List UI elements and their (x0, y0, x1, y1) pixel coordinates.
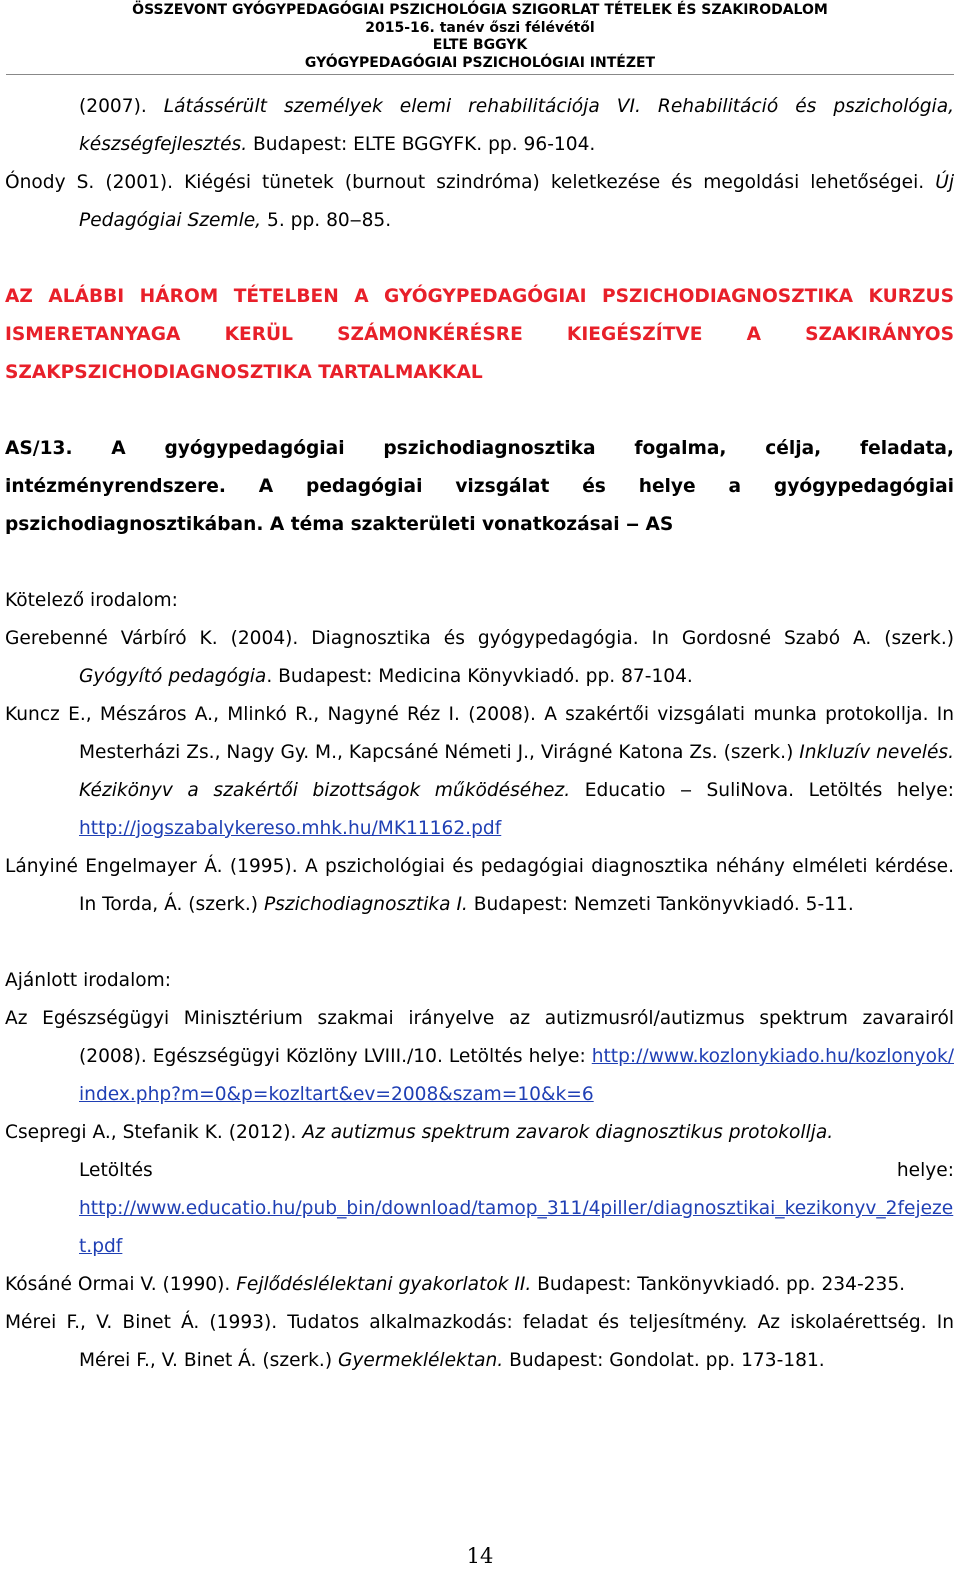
recommended-literature-heading: Ajánlott irodalom: (5, 970, 171, 991)
header-university: ELTE BGGYK (432, 37, 528, 53)
ref-publisher: Educatio ‒ SuliNova. Letöltés helye: (570, 780, 954, 801)
download-location-label: helye: (896, 1160, 954, 1181)
ref-title: Látássérült személyek elemi rehabilitációja VI. Rehabilitáció és pszichológia, készségfejlesztés. (79, 96, 954, 155)
spacer (5, 924, 954, 962)
document-body (5, 88, 954, 1380)
ref-year: (2007). (79, 96, 164, 117)
ref-text: Lányiné Engelmayer Á. (1995). A pszichológiai és pedagógiai diagnosztika néhány elméleti kérdése. In Torda, Á. (szerk.) (5, 856, 954, 915)
ref-publisher: . Budapest: Medicina Könyvkiadó. pp. 87-104. (266, 666, 693, 687)
ref-journal: Új Pedagógiai Szemle, (79, 172, 954, 231)
ref-pages: 5. pp. 80‒85. (261, 210, 392, 231)
ref-link[interactable]: http://jogszabalykereso.mhk.hu/MK11162.pdf (79, 818, 502, 839)
header-semester: 2015-16. tanév őszi félévétől (365, 19, 595, 36)
spacer (5, 392, 954, 430)
ref-publisher: Budapest: ELTE BGGYFK. pp. 96-104. (247, 134, 596, 155)
reference-csepregi-link (5, 1190, 954, 1266)
reference-kosane (5, 1266, 954, 1304)
header-institute: GYÓGYPEDAGÓGIAI PSZICHOLÓGIAI INTÉZET (304, 54, 656, 71)
reference-eum-guideline (5, 1000, 954, 1114)
ref-publisher: Budapest: Tankönyvkiadó. pp. 234-235. (531, 1274, 906, 1295)
notice-paragraph: AZ ALÁBBI HÁROM TÉTELBEN A GYÓGYPEDAGÓGIAI PSZICHODIAGNOSZTIKA KURZUS ISMERETANYAGA KERÜL SZÁMONKÉRÉSRE KIEGÉSZÍTVE A SZAKIRÁNYOS SZAKPSZICHODIAGNOSZTIKA TARTALMAKKAL (5, 286, 954, 383)
ref-text: Ónody S. (2001). Kiégési tünetek (burnout szindróma) keletkezése és megoldási lehetőségei. (5, 172, 936, 193)
ref-text: Kósáné Ormai V. (1990). (5, 1274, 237, 1295)
page-number: 14 (466, 1544, 494, 1568)
ref-text: Mérei F., V. Binet Á. (1993). Tudatos alkalmazkodás: feladat és teljesítmény. Az iskolaérettség. In Mérei F., V. Binet Á. (szerk.) (5, 1312, 954, 1371)
download-label: Letöltés (79, 1160, 153, 1181)
ref-text: Az Egészségügyi Minisztérium szakmai irányelve az autizmusról/autizmus spektrum zavarairól (2008). Egészségügyi Közlöny LVIII./10. Letöltés helye: (5, 1008, 954, 1067)
header-divider (6, 74, 954, 75)
reference-kuncz (5, 696, 954, 848)
download-label-line (5, 1152, 954, 1190)
ref-link[interactable]: http://www.kozlonykiado.hu/kozlonyok/index.php?m=0&p=kozltart&ev=2008&szam=10&k=6 (79, 1046, 954, 1105)
required-literature-heading: Kötelező irodalom: (5, 590, 178, 611)
ref-title: Az autizmus spektrum zavarok diagnosztikus protokollja. (302, 1122, 834, 1143)
ref-text: Kuncz E., Mészáros A., Mlinkó R., Nagyné Réz I. (2008). A szakértői vizsgálati munka protokollja. In Mesterházi Zs., Nagy Gy. M., Kapcsáné Németi J., Virágné Katona Zs. (szerk.) (5, 704, 954, 763)
spacer (5, 544, 954, 582)
ref-title: Gyógyító pedagógia (79, 666, 267, 687)
ref-text: Csepregi A., Stefanik K. (2012). (5, 1122, 303, 1143)
reference-gerebenne (5, 620, 954, 696)
reference-csepregi (5, 1114, 954, 1152)
ref-title: Pszichodiagnosztika I. (263, 894, 468, 915)
ref-text: Gerebenné Várbíró K. (2004). Diagnosztika és gyógypedagógia. In Gordosné Szabó A. (szerk.) (5, 628, 954, 649)
ref-title: Inkluzív nevelés. Kézikönyv a szakértői bizottságok működéséhez. (79, 742, 954, 801)
ref-publisher: Budapest: Gondolat. pp. 173-181. (503, 1350, 825, 1371)
header-title: ÖSSZEVONT GYÓGYPEDAGÓGIAI PSZICHOLÓGIA SZIGORLAT TÉTELEK ÉS SZAKIRODALOM (132, 2, 828, 18)
reference-merei (5, 1304, 954, 1380)
topic-title: AS/13. A gyógypedagógiai pszichodiagnosztika fogalma, célja, feladata, intézményrendszere. A pedagógiai vizsgálat és helye a gyógypedagógiai pszichodiagnosztikában. A téma szakterületi vonatkozásai ‒ AS (5, 438, 954, 535)
page-header (6, 0, 954, 72)
reference-onody (5, 164, 954, 240)
ref-publisher: Budapest: Nemzeti Tankönyvkiadó. 5-11. (467, 894, 854, 915)
reference-lanyine (5, 848, 954, 924)
spacer (5, 240, 954, 278)
ref-title: Gyermeklélektan. (338, 1350, 504, 1371)
ref-title: Fejlődéslélektani gyakorlatok II. (236, 1274, 532, 1295)
reference-continuation (5, 88, 954, 164)
ref-link[interactable]: http://www.educatio.hu/pub_bin/download/tamop_311/4piller/diagnosztikai_kezikonyv_2fejezet.pdf (79, 1198, 954, 1257)
